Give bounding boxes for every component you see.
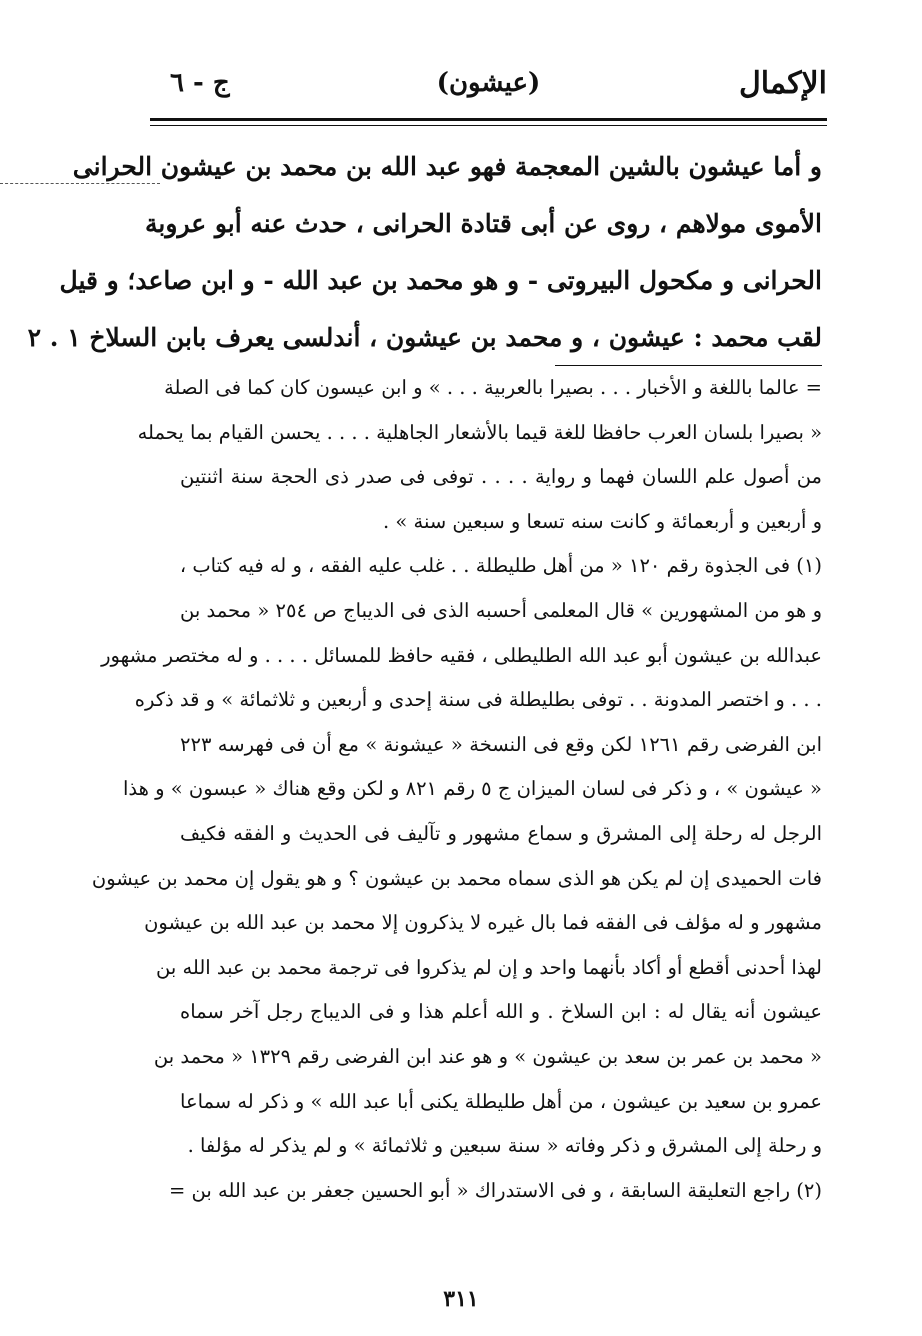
footnote-line: (٢) راجع التعليقة السابقة ، و فى الاستدراك « أبو الحسين جعفر بن عبد الله بن = bbox=[169, 1178, 822, 1202]
footnote-line: = عالما باللغة و الأخبار . . . بصيرا بالعربية . . . » و ابن عيسون كان كما فى الصلة bbox=[164, 376, 822, 399]
footnote-line: عمرو بن سعيد بن عيشون ، من أهل طليطلة يكنى أبا عبد الله » و ذكر له سماعا bbox=[180, 1089, 822, 1113]
footnote-line: عيشون أنه يقال له : ابن السلاخ . و الله أعلم هذا و فى الديباج رجل آخر سماه bbox=[180, 1000, 822, 1024]
page-number: ٣١١ bbox=[443, 1286, 479, 1312]
footnote-line: . . . و اختصر المدونة . . توفى بطليطلة فى سنة إحدى و أربعين و ثلاثمائة » و قد ذكره bbox=[134, 688, 822, 712]
footnote-line: من أصول علم اللسان فهما و رواية . . . . توفى فى صدر ذى الحجة سنة اثنتين bbox=[180, 465, 822, 489]
header-rule-thick bbox=[150, 118, 827, 121]
running-header bbox=[150, 62, 827, 110]
footnote-line: و هو من المشهورين » قال المعلمى أحسبه الذى فى الديباج ص ٢٥٤ « محمد بن bbox=[180, 598, 822, 622]
footnote-line: « عيشون » ، و ذكر فى لسان الميزان ج ٥ رقم ٨٢١ و لكن وقع هناك « عبسون » و هذا bbox=[123, 777, 822, 801]
footnote-line: « محمد بن عمر بن سعد بن عيشون » و هو عند ابن الفرضى رقم ١٣٢٩ « محمد بن bbox=[153, 1044, 822, 1068]
footnotes bbox=[91, 366, 823, 1213]
footnote-line: الرجل له رحلة إلى المشرق و سماع مشهور و تآليف فى الحديث و الفقه فكيف bbox=[180, 821, 822, 845]
footnote-line: لهذا أحدنى أقطع أو أكاد بأنهما واحد و إن لم يذكروا فى ترجمة محمد بن عبد الله بن bbox=[155, 955, 822, 979]
main-text bbox=[27, 138, 822, 366]
main-text-line: الحرانى و مكحول البيروتى - و هو محمد بن عبد الله - و ابن صاعد؛ و قيل bbox=[59, 266, 822, 295]
footnote-line: عبدالله بن عيشون أبو عبد الله الطليطلى ، فقيه حافظ للمسائل . . . . و له مختصر مشهور bbox=[101, 643, 822, 667]
footnote-line: و رحلة إلى المشرق و ذكر وفاته « سنة سبعين و ثلاثمائة » و لم يذكر له مؤلفا . bbox=[187, 1134, 822, 1158]
book-title: الإكمال bbox=[738, 66, 827, 101]
volume-label: ج - ٦ bbox=[170, 68, 230, 98]
footnote-line: و أربعين و أربعمائة و كانت سنه تسعا و سبعين سنة » . bbox=[382, 509, 822, 533]
section-title: (عيشون) bbox=[436, 68, 541, 98]
main-text-line: و أما عيشون بالشين المعجمة فهو عبد الله بن محمد بن عيشون الحرانى bbox=[72, 152, 822, 181]
footnote-line: ابن الفرضى رقم ١٢٦١ لكن وقع فى النسخة « عيشونة » مع أن فى فهرسه ٢٢٣ bbox=[180, 732, 823, 756]
footnote-line: مشهور و له مؤلف فى الفقه فما بال غيره لا يذكرون إلا محمد بن عبد الله بن عيشون bbox=[144, 911, 822, 935]
footnote-line: (١) فى الجذوة رقم ١٢٠ « من أهل طليطلة . . غلب عليه الفقه ، و له فيه كتاب ، bbox=[179, 554, 822, 578]
main-text-line: لقب محمد : عيشون ، و محمد بن عيشون ، أندلسى يعرف بابن السلاخ ١ . ٢ bbox=[27, 323, 822, 352]
header-rule-thin bbox=[150, 125, 827, 126]
footnote-line: « بصيرا بلسان العرب حافظا للغة قيما بالأشعار الجاهلية . . . . يحسن القيام بما يحمله bbox=[137, 420, 822, 444]
main-text-line: الأموى مولاهم ، روى عن أبى قتادة الحرانى ، حدث عنه أبو عروبة bbox=[145, 209, 822, 238]
footnote-line: فات الحميدى إن لم يكن هو الذى سماه محمد بن عيشون ؟ و هو يقول إن محمد بن عيشون bbox=[91, 866, 822, 890]
